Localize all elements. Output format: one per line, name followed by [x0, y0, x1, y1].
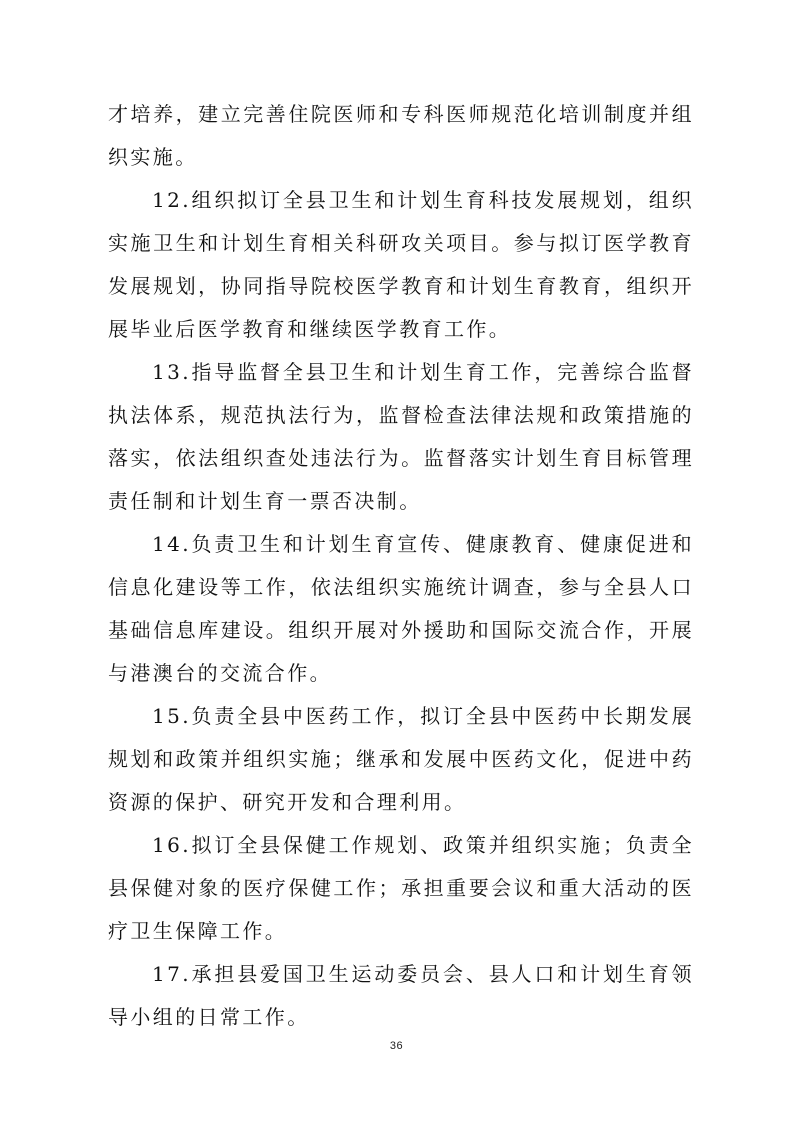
paragraph-item-13: 13.指导监督全县卫生和计划生育工作，完善综合监督执法体系，规范执法行为，监督检查法律法规和政策措施的落实，依法组织查处违法行为。监督落实计划生育目标管理责任制和计划生育一票否决制。 [108, 360, 694, 513]
page-number: 36 [389, 1040, 404, 1052]
paragraph-item-14: 14.负责卫生和计划生育宣传、健康教育、健康促进和信息化建设等工作，依法组织实施统计调查，参与全县人口基础信息库建设。组织开展对外援助和国际交流合作，开展与港澳台的交流合作。 [108, 532, 694, 685]
paragraph-item-12: 12.组织拟订全县卫生和计划生育科技发展规划，组织实施卫生和计划生育相关科研攻关项目。参与拟订医学教育发展规划，协同指导院校医学教育和计划生育教育，组织开展毕业后医学教育和继续医学教育工作。 [108, 188, 694, 341]
paragraph-item-15: 15.负责全县中医药工作，拟订全县中医药中长期发展规划和政策并组织实施；继承和发展中医药文化，促进中药资源的保护、研究开发和合理利用。 [108, 704, 694, 814]
paragraph-continued: 才培养，建立完善住院医师和专科医师规范化培训制度并组织实施。 [108, 102, 694, 169]
body-text [108, 93, 694, 1039]
paragraph-item-16: 16.拟订全县保健工作规划、政策并组织实施；负责全县保健对象的医疗保健工作；承担重要会议和重大活动的医疗卫生保障工作。 [108, 833, 694, 943]
paragraph-item-17: 17.承担县爱国卫生运动委员会、县人口和计划生育领导小组的日常工作。 [108, 962, 694, 1029]
